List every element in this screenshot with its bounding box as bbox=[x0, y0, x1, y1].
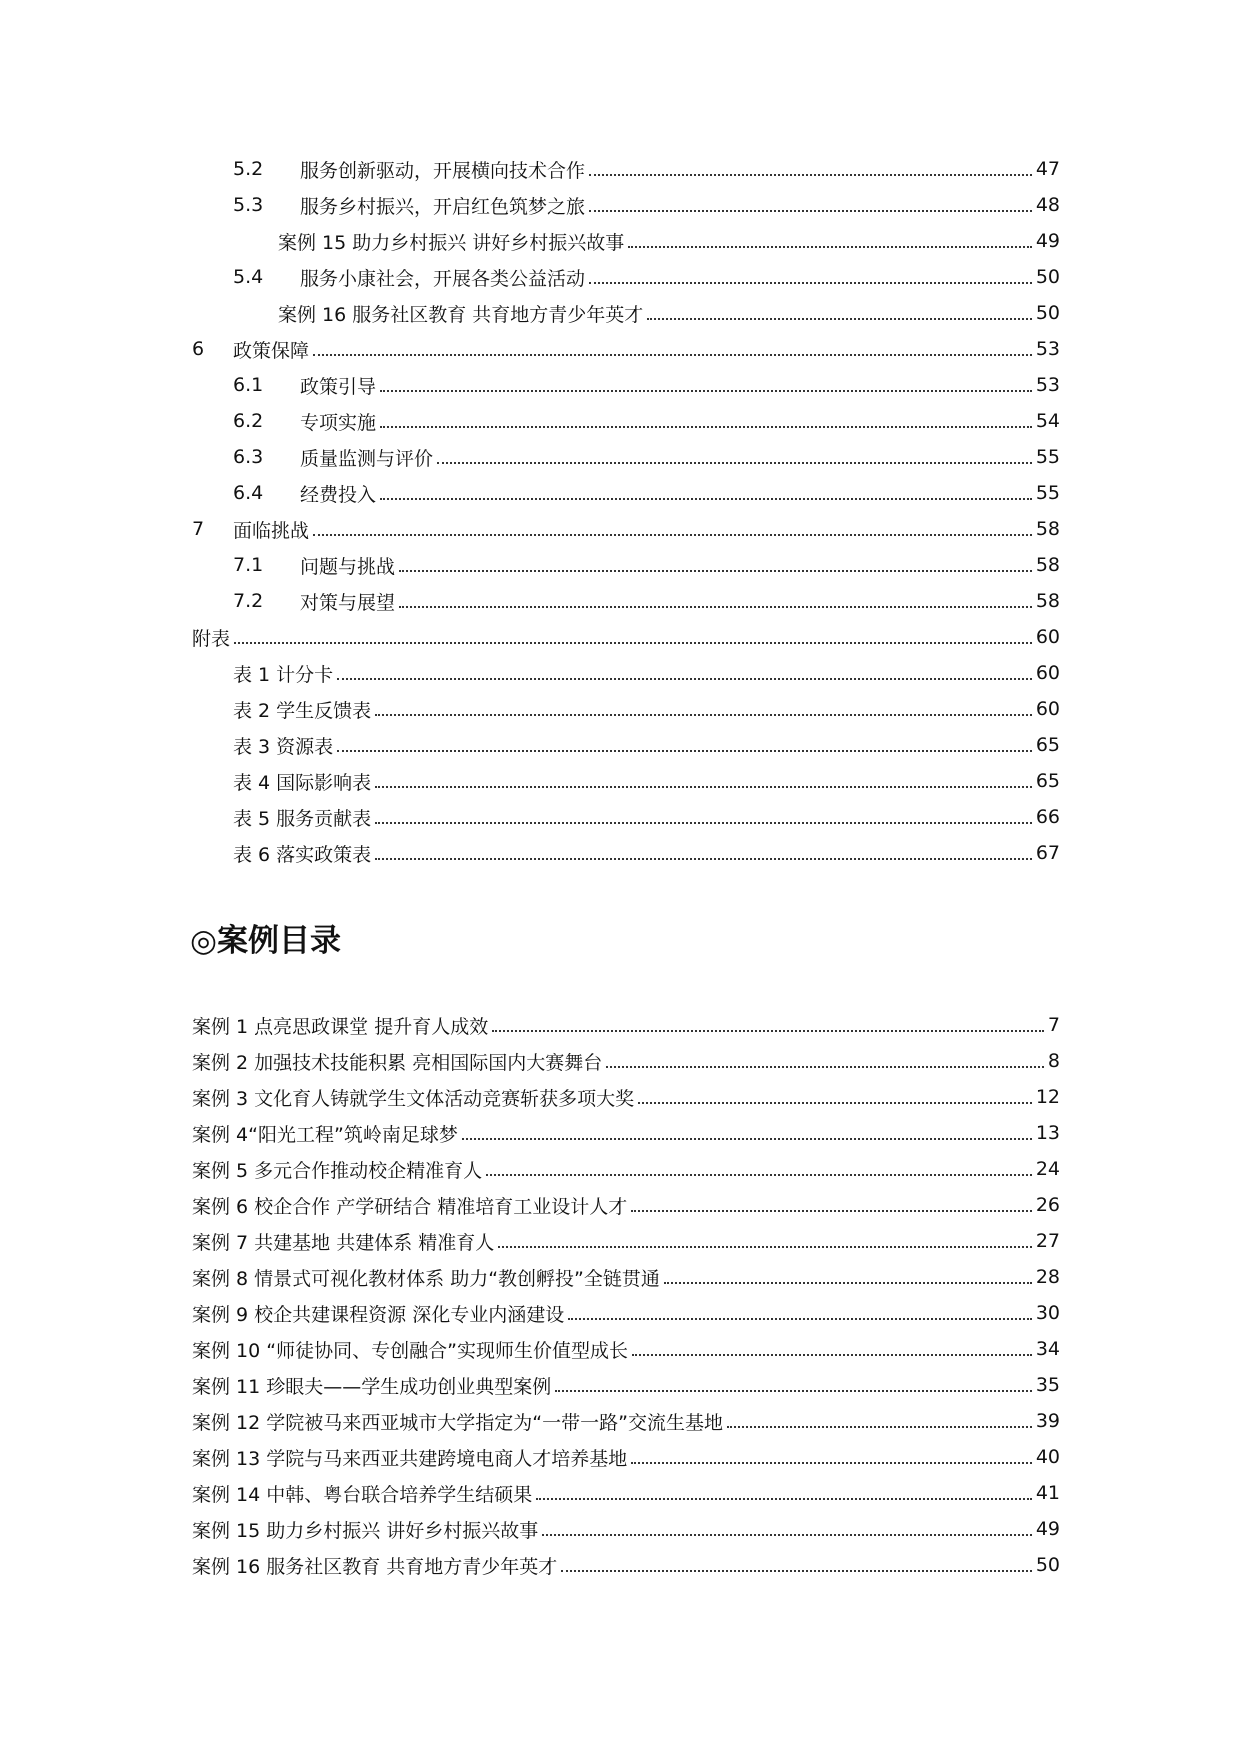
entry-page-number: 65 bbox=[1035, 770, 1060, 792]
dot-leader bbox=[313, 534, 1032, 536]
entry-title: 服务乡村振兴，开启红色筑梦之旅 bbox=[300, 192, 587, 219]
entry-page-number: 41 bbox=[1035, 1482, 1060, 1504]
entry-title: 案例 14 中韩、粤台联合培养学生结硕果 bbox=[192, 1480, 534, 1507]
entry-title: 政策引导 bbox=[300, 372, 378, 399]
entry-number: 6.2 bbox=[233, 410, 264, 432]
toc-entry[interactable] bbox=[0, 583, 1240, 619]
dot-leader bbox=[631, 1462, 1032, 1464]
dot-leader bbox=[664, 1282, 1032, 1284]
entry-page-number: 48 bbox=[1035, 194, 1060, 216]
dot-leader bbox=[542, 1534, 1032, 1536]
dot-leader bbox=[589, 174, 1032, 176]
toc-entry[interactable] bbox=[0, 1043, 1240, 1079]
entry-page-number: 13 bbox=[1035, 1122, 1060, 1144]
dot-leader bbox=[628, 246, 1032, 248]
dot-leader bbox=[498, 1246, 1032, 1248]
entry-page-number: 8 bbox=[1047, 1050, 1060, 1072]
dot-leader bbox=[337, 678, 1032, 680]
entry-page-number: 50 bbox=[1035, 302, 1060, 324]
entry-page-number: 12 bbox=[1035, 1086, 1060, 1108]
dot-leader bbox=[462, 1138, 1032, 1140]
entry-number: 5.2 bbox=[233, 158, 264, 180]
entry-page-number: 58 bbox=[1035, 518, 1060, 540]
entry-number: 6.4 bbox=[233, 482, 264, 504]
entry-page-number: 50 bbox=[1035, 266, 1060, 288]
entry-title: 专项实施 bbox=[300, 408, 378, 435]
dot-leader bbox=[380, 426, 1032, 428]
toc-entry[interactable] bbox=[0, 1331, 1240, 1367]
entry-page-number: 60 bbox=[1035, 698, 1060, 720]
entry-page-number: 30 bbox=[1035, 1302, 1060, 1324]
entry-title: 案例 16 服务社区教育 共育地方青少年英才 bbox=[192, 1552, 559, 1579]
entry-title: 政策保障 bbox=[233, 336, 311, 363]
entry-title: 质量监测与评价 bbox=[300, 444, 435, 471]
entry-title: 案例 7 共建基地 共建体系 精准育人 bbox=[192, 1228, 496, 1255]
dot-leader bbox=[380, 498, 1032, 500]
dot-leader bbox=[589, 210, 1032, 212]
dot-leader bbox=[380, 390, 1032, 392]
entry-page-number: 34 bbox=[1035, 1338, 1060, 1360]
entry-title: 表 5 服务贡献表 bbox=[233, 804, 373, 831]
toc-entry[interactable] bbox=[0, 1115, 1240, 1151]
entry-page-number: 26 bbox=[1035, 1194, 1060, 1216]
toc-entry[interactable] bbox=[0, 835, 1240, 871]
entry-title: 案例 5 多元合作推动校企精准育人 bbox=[192, 1156, 484, 1183]
toc-entry[interactable] bbox=[0, 655, 1240, 691]
entry-title: 案例 6 校企合作 产学研结合 精准培育工业设计人才 bbox=[192, 1192, 629, 1219]
toc-entry[interactable] bbox=[0, 1259, 1240, 1295]
entry-page-number: 54 bbox=[1035, 410, 1060, 432]
dot-leader bbox=[647, 318, 1032, 320]
entry-page-number: 55 bbox=[1035, 482, 1060, 504]
entry-title: 案例 2 加强技术技能积累 亮相国际国内大赛舞台 bbox=[192, 1048, 604, 1075]
dot-leader bbox=[568, 1318, 1032, 1320]
toc-entry[interactable] bbox=[0, 1295, 1240, 1331]
toc-entry[interactable] bbox=[0, 295, 1240, 331]
toc-entry[interactable] bbox=[0, 547, 1240, 583]
entry-page-number: 24 bbox=[1035, 1158, 1060, 1180]
dot-leader bbox=[313, 354, 1032, 356]
entry-title: 案例 4“阳光工程”筑岭南足球梦 bbox=[192, 1120, 460, 1147]
dot-leader bbox=[486, 1174, 1032, 1176]
entry-page-number: 49 bbox=[1035, 1518, 1060, 1540]
entry-title: 对策与展望 bbox=[300, 588, 397, 615]
toc-entry[interactable] bbox=[0, 187, 1240, 223]
entry-title: 表 1 计分卡 bbox=[233, 660, 335, 687]
entry-page-number: 67 bbox=[1035, 842, 1060, 864]
toc-entry[interactable] bbox=[0, 1547, 1240, 1583]
entry-page-number: 53 bbox=[1035, 374, 1060, 396]
toc-entry[interactable] bbox=[0, 439, 1240, 475]
entry-page-number: 60 bbox=[1035, 626, 1060, 648]
entry-page-number: 58 bbox=[1035, 590, 1060, 612]
entry-number: 6.1 bbox=[233, 374, 264, 396]
entry-page-number: 28 bbox=[1035, 1266, 1060, 1288]
entry-page-number: 53 bbox=[1035, 338, 1060, 360]
entry-title: 案例 13 学院与马来西亚共建跨境电商人才培养基地 bbox=[192, 1444, 629, 1471]
toc-entry[interactable] bbox=[0, 1151, 1240, 1187]
toc-entry[interactable] bbox=[0, 1439, 1240, 1475]
entry-title: 表 4 国际影响表 bbox=[233, 768, 373, 795]
entry-title: 案例 8 情景式可视化教材体系 助力“教创孵投”全链贯通 bbox=[192, 1264, 662, 1291]
entry-number: 6 bbox=[192, 338, 205, 360]
entry-title: 表 2 学生反馈表 bbox=[233, 696, 373, 723]
entry-page-number: 49 bbox=[1035, 230, 1060, 252]
toc-entry[interactable] bbox=[0, 799, 1240, 835]
toc-entry[interactable] bbox=[0, 1367, 1240, 1403]
entry-number: 5.3 bbox=[233, 194, 264, 216]
toc-entry[interactable] bbox=[0, 763, 1240, 799]
entry-page-number: 35 bbox=[1035, 1374, 1060, 1396]
dot-leader bbox=[399, 606, 1032, 608]
entry-page-number: 47 bbox=[1035, 158, 1060, 180]
entry-page-number: 65 bbox=[1035, 734, 1060, 756]
entry-title: 服务小康社会，开展各类公益活动 bbox=[300, 264, 587, 291]
entry-number: 7 bbox=[192, 518, 205, 540]
dot-leader bbox=[492, 1030, 1044, 1032]
entry-page-number: 66 bbox=[1035, 806, 1060, 828]
toc-entry[interactable] bbox=[0, 475, 1240, 511]
dot-leader bbox=[727, 1426, 1032, 1428]
toc-entry[interactable] bbox=[0, 1475, 1240, 1511]
toc-entry[interactable] bbox=[0, 151, 1240, 187]
toc-entry[interactable] bbox=[0, 511, 1240, 547]
entry-title: 服务创新驱动，开展横向技术合作 bbox=[300, 156, 587, 183]
toc-entry[interactable] bbox=[0, 1079, 1240, 1115]
entry-title: 案例 9 校企共建课程资源 深化专业内涵建设 bbox=[192, 1300, 566, 1327]
entry-page-number: 39 bbox=[1035, 1410, 1060, 1432]
dot-leader bbox=[536, 1498, 1032, 1500]
entry-page-number: 40 bbox=[1035, 1446, 1060, 1468]
toc-entry[interactable] bbox=[0, 403, 1240, 439]
entry-number: 7.2 bbox=[233, 590, 264, 612]
entry-title: 面临挑战 bbox=[233, 516, 311, 543]
dot-leader bbox=[631, 1210, 1032, 1212]
dot-leader bbox=[638, 1102, 1032, 1104]
toc-entry[interactable] bbox=[0, 1223, 1240, 1259]
entry-title: 表 3 资源表 bbox=[233, 732, 335, 759]
toc-entry[interactable] bbox=[0, 259, 1240, 295]
toc-entry[interactable] bbox=[0, 727, 1240, 763]
dot-leader bbox=[632, 1354, 1032, 1356]
dot-leader bbox=[399, 570, 1032, 572]
dot-leader bbox=[375, 858, 1032, 860]
dot-leader bbox=[606, 1066, 1044, 1068]
entry-number: 6.3 bbox=[233, 446, 264, 468]
dot-leader bbox=[375, 714, 1032, 716]
dot-leader bbox=[337, 750, 1032, 752]
entry-number: 5.4 bbox=[233, 266, 264, 288]
toc-entry[interactable] bbox=[0, 1187, 1240, 1223]
entry-title: 案例 11 珍眼夫——学生成功创业典型案例 bbox=[192, 1372, 553, 1399]
entry-title: 附表 bbox=[192, 624, 232, 651]
entry-title: 表 6 落实政策表 bbox=[233, 840, 373, 867]
entry-title: 案例 12 学院被马来西亚城市大学指定为“一带一路”交流生基地 bbox=[192, 1408, 725, 1435]
entry-page-number: 50 bbox=[1035, 1554, 1060, 1576]
entry-title: 经费投入 bbox=[300, 480, 378, 507]
dot-leader bbox=[437, 462, 1032, 464]
entry-title: 案例 3 文化育人铸就学生文体活动竞赛斩获多项大奖 bbox=[192, 1084, 636, 1111]
entry-page-number: 58 bbox=[1035, 554, 1060, 576]
toc-entry[interactable] bbox=[0, 1007, 1240, 1043]
toc-entry[interactable] bbox=[0, 691, 1240, 727]
entry-number: 7.1 bbox=[233, 554, 264, 576]
toc-entry[interactable] bbox=[0, 619, 1240, 655]
toc-entry[interactable] bbox=[0, 1511, 1240, 1547]
entry-page-number: 7 bbox=[1047, 1014, 1060, 1036]
table-of-contents bbox=[0, 151, 1240, 871]
case-index-list bbox=[0, 1007, 1240, 1583]
dot-leader bbox=[561, 1570, 1032, 1572]
toc-entry[interactable] bbox=[0, 1403, 1240, 1439]
entry-title: 案例 1 点亮思政课堂 提升育人成效 bbox=[192, 1012, 490, 1039]
entry-title: 案例 15 助力乡村振兴 讲好乡村振兴故事 bbox=[278, 228, 626, 255]
dot-leader bbox=[375, 822, 1032, 824]
entry-title: 案例 16 服务社区教育 共育地方青少年英才 bbox=[278, 300, 645, 327]
entry-page-number: 60 bbox=[1035, 662, 1060, 684]
entry-page-number: 55 bbox=[1035, 446, 1060, 468]
toc-entry[interactable] bbox=[0, 331, 1240, 367]
toc-entry[interactable] bbox=[0, 223, 1240, 259]
entry-title: 问题与挑战 bbox=[300, 552, 397, 579]
toc-entry[interactable] bbox=[0, 367, 1240, 403]
dot-leader bbox=[555, 1390, 1032, 1392]
entry-page-number: 27 bbox=[1035, 1230, 1060, 1252]
dot-leader bbox=[234, 642, 1032, 644]
entry-title: 案例 10 “师徒协同、专创融合”实现师生价值型成长 bbox=[192, 1336, 630, 1363]
dot-leader bbox=[589, 282, 1032, 284]
entry-title: 案例 15 助力乡村振兴 讲好乡村振兴故事 bbox=[192, 1516, 540, 1543]
case-index-heading: ◎案例目录 bbox=[190, 923, 342, 959]
dot-leader bbox=[375, 786, 1032, 788]
